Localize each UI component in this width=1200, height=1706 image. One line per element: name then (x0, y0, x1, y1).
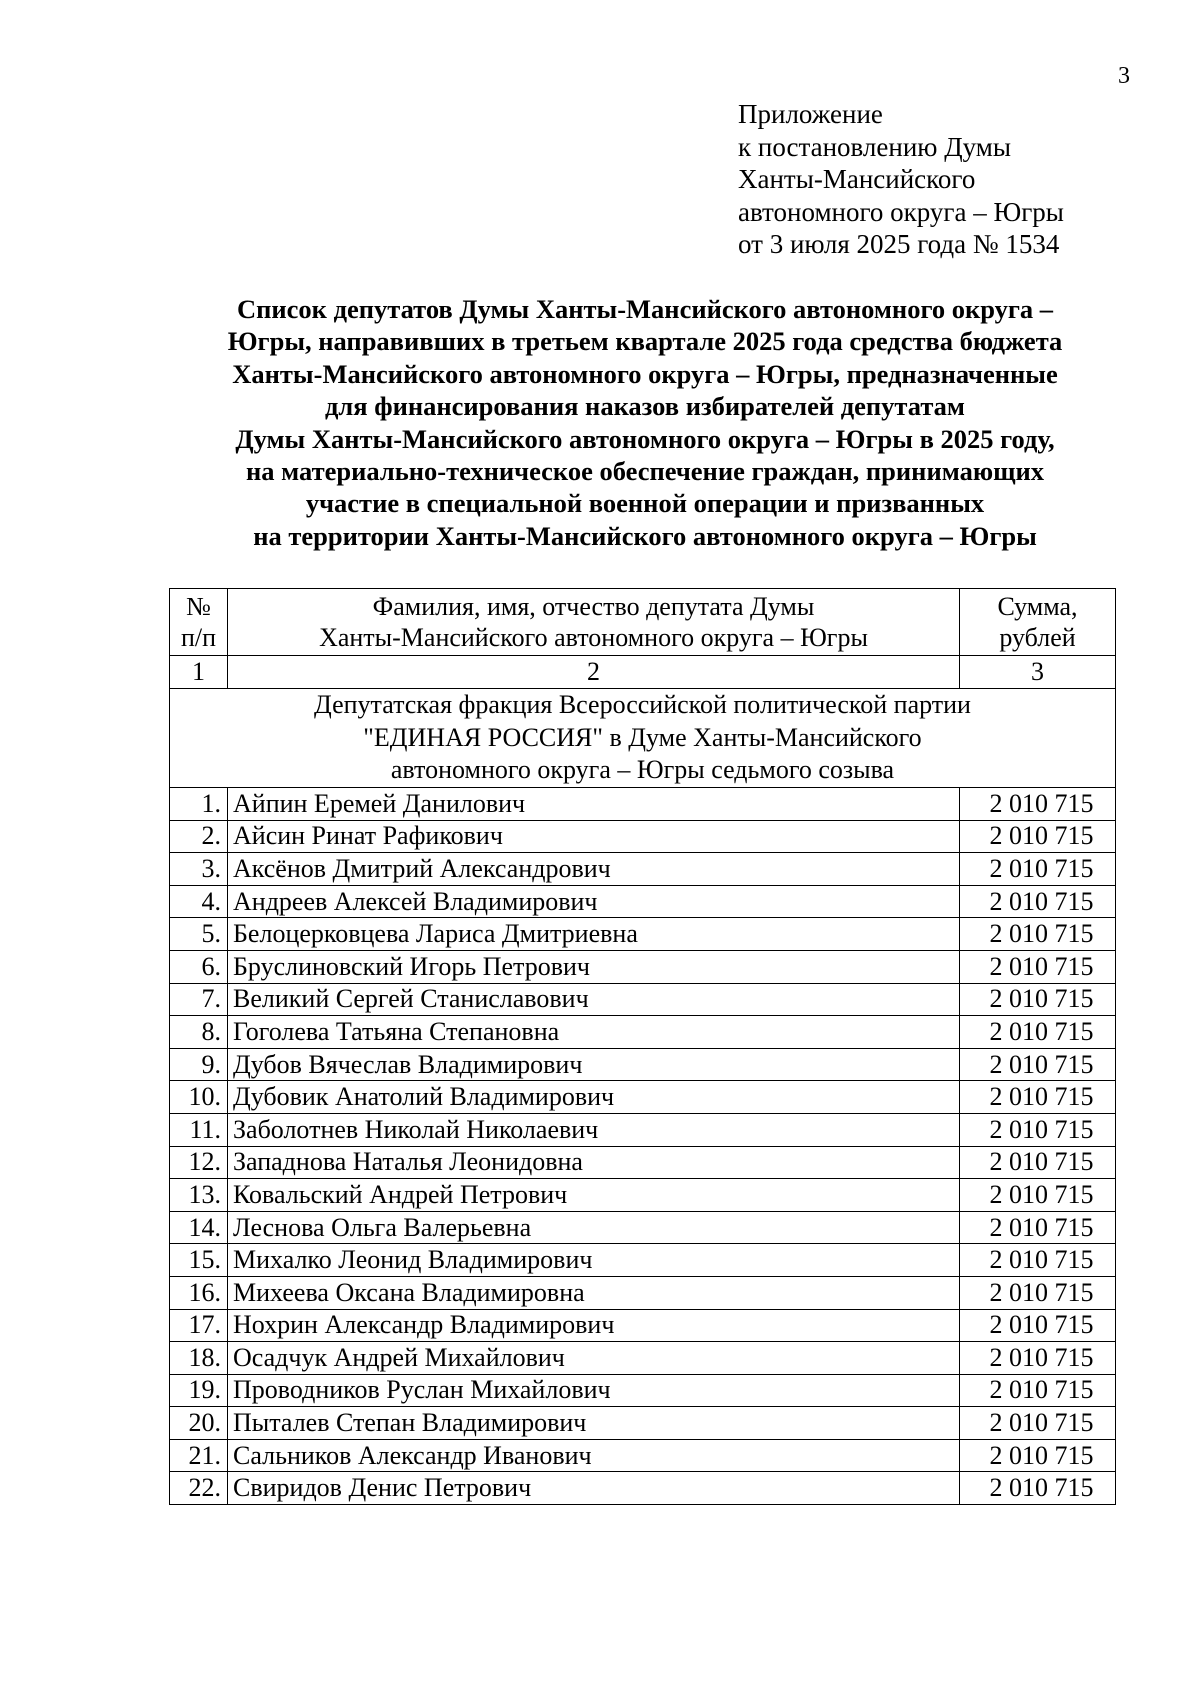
deputy-name: Западнова Наталья Леонидовна (228, 1146, 960, 1179)
deputy-name: Пыталев Степан Владимирович (228, 1407, 960, 1440)
table-row (170, 1146, 1116, 1179)
header-sum-line1: Сумма, (997, 592, 1078, 621)
row-number: 3. (170, 853, 228, 886)
appendix-line: Ханты-Мансийского (738, 164, 976, 194)
faction-line: "ЕДИНАЯ РОССИЯ" в Думе Ханты-Мансийского (363, 722, 922, 752)
title-line: для финансирования наказов избирателей депутатам (325, 391, 965, 422)
sum-amount: 2 010 715 (960, 1309, 1116, 1342)
appendix-line: Приложение (738, 99, 883, 129)
row-number: 1. (170, 788, 228, 821)
deputy-name: Проводников Руслан Михайлович (228, 1374, 960, 1407)
header-name (228, 589, 960, 656)
row-number: 17. (170, 1309, 228, 1342)
deputy-name: Михеева Оксана Владимировна (228, 1276, 960, 1309)
column-number: 3 (960, 656, 1116, 689)
table-row (170, 788, 1116, 821)
row-number: 14. (170, 1211, 228, 1244)
sum-amount: 2 010 715 (960, 1211, 1116, 1244)
table-row (170, 1374, 1116, 1407)
table-row (170, 1309, 1116, 1342)
deputy-name: Андреев Алексей Владимирович (228, 885, 960, 918)
title-line: на территории Ханты-Мансийского автономного округа – Югры (253, 520, 1037, 551)
deputy-name: Леснова Ольга Валерьевна (228, 1211, 960, 1244)
table-row (170, 918, 1116, 951)
table-row (170, 1179, 1116, 1212)
sum-amount: 2 010 715 (960, 950, 1116, 983)
sum-amount: 2 010 715 (960, 1407, 1116, 1440)
sum-amount: 2 010 715 (960, 1048, 1116, 1081)
column-numbers-row (170, 656, 1116, 689)
column-number: 2 (228, 656, 960, 689)
table-row (170, 1472, 1116, 1505)
document-title (150, 293, 1140, 552)
sum-amount: 2 010 715 (960, 820, 1116, 853)
row-number: 20. (170, 1407, 228, 1440)
table-row (170, 820, 1116, 853)
table-row (170, 885, 1116, 918)
header-number-line1: № (186, 592, 211, 621)
deputy-name: Белоцерковцева Лариса Дмитриевна (228, 918, 960, 951)
table-header-row (170, 589, 1116, 656)
row-number: 6. (170, 950, 228, 983)
row-number: 22. (170, 1472, 228, 1505)
deputy-name: Михалко Леонид Владимирович (228, 1244, 960, 1277)
row-number: 10. (170, 1081, 228, 1114)
deputy-name: Айпин Еремей Данилович (228, 788, 960, 821)
sum-amount: 2 010 715 (960, 1244, 1116, 1277)
table-row (170, 1211, 1116, 1244)
title-line: Ханты-Мансийского автономного округа – Югры, предназначенные (232, 358, 1058, 389)
title-line: Думы Ханты-Мансийского автономного округа – Югры в 2025 году, (235, 423, 1055, 454)
title-line: на материально-техническое обеспечение граждан, принимающих (246, 456, 1044, 487)
deputy-name: Ковальский Андрей Петрович (228, 1179, 960, 1212)
sum-amount: 2 010 715 (960, 1276, 1116, 1309)
row-number: 18. (170, 1342, 228, 1375)
appendix-line: от 3 июля 2025 года № 1534 (738, 229, 1060, 259)
column-number: 1 (170, 656, 228, 689)
faction-heading (170, 689, 1116, 788)
table-row (170, 1407, 1116, 1440)
appendix-line: к постановлению Думы (738, 131, 1011, 162)
table-row (170, 1081, 1116, 1114)
table-row (170, 1439, 1116, 1472)
deputy-name: Сальников Александр Иванович (228, 1439, 960, 1472)
header-sum-line2: рублей (999, 623, 1076, 652)
table-row (170, 1113, 1116, 1146)
row-number: 8. (170, 1016, 228, 1049)
row-number: 12. (170, 1146, 228, 1179)
title-line: Список депутатов Думы Ханты-Мансийского автономного округа – (236, 294, 1054, 324)
deputy-name: Осадчук Андрей Михайлович (228, 1342, 960, 1375)
header-name-line1: Фамилия, имя, отчество депутата Думы (372, 592, 815, 621)
row-number: 11. (170, 1113, 228, 1146)
faction-line: Депутатская фракция Всероссийской политической партии (314, 690, 971, 720)
header-sum (960, 589, 1116, 656)
table-row (170, 983, 1116, 1016)
deputy-name: Бруслиновский Игорь Петрович (228, 950, 960, 983)
header-name-line2: Ханты-Мансийского автономного округа – Югры (319, 623, 868, 652)
deputy-name: Дубов Вячеслав Владимирович (228, 1048, 960, 1081)
page-number: 3 (1118, 63, 1130, 89)
row-number: 7. (170, 983, 228, 1016)
sum-amount: 2 010 715 (960, 1146, 1116, 1179)
sum-amount: 2 010 715 (960, 918, 1116, 951)
deputy-name: Дубовик Анатолий Владимирович (228, 1081, 960, 1114)
sum-amount: 2 010 715 (960, 1081, 1116, 1114)
sum-amount: 2 010 715 (960, 1113, 1116, 1146)
faction-line: автономного округа – Югры седьмого созыва (390, 755, 895, 785)
title-line: участие в специальной военной операции и призванных (305, 488, 985, 519)
sum-amount: 2 010 715 (960, 1016, 1116, 1049)
sum-amount: 2 010 715 (960, 1179, 1116, 1212)
table-row (170, 1342, 1116, 1375)
deputy-name: Айсин Ринат Рафикович (228, 820, 960, 853)
table-row (170, 1244, 1116, 1277)
sum-amount: 2 010 715 (960, 1439, 1116, 1472)
faction-row (170, 689, 1116, 788)
row-number: 4. (170, 885, 228, 918)
table-row (170, 853, 1116, 886)
title-line: Югры, направивших в третьем квартале 2025 года средства бюджета (227, 326, 1063, 357)
deputy-name: Заболотнев Николай Николаевич (228, 1113, 960, 1146)
deputy-name: Нохрин Александр Владимирович (228, 1309, 960, 1342)
table-row (170, 1048, 1116, 1081)
deputy-name: Гоголева Татьяна Степановна (228, 1016, 960, 1049)
row-number: 19. (170, 1374, 228, 1407)
deputy-name: Великий Сергей Станиславович (228, 983, 960, 1016)
header-number (170, 589, 228, 656)
row-number: 16. (170, 1276, 228, 1309)
appendix-line: автономного округа – Югры (738, 196, 1064, 227)
appendix-block (738, 98, 1158, 261)
deputy-name: Аксёнов Дмитрий Александрович (228, 853, 960, 886)
row-number: 2. (170, 820, 228, 853)
table-row (170, 950, 1116, 983)
row-number: 9. (170, 1048, 228, 1081)
sum-amount: 2 010 715 (960, 1374, 1116, 1407)
deputies-table (169, 588, 1116, 1505)
sum-amount: 2 010 715 (960, 853, 1116, 886)
table-row (170, 1016, 1116, 1049)
sum-amount: 2 010 715 (960, 788, 1116, 821)
row-number: 13. (170, 1179, 228, 1212)
row-number: 15. (170, 1244, 228, 1277)
deputy-name: Свиридов Денис Петрович (228, 1472, 960, 1505)
sum-amount: 2 010 715 (960, 983, 1116, 1016)
sum-amount: 2 010 715 (960, 1342, 1116, 1375)
sum-amount: 2 010 715 (960, 1472, 1116, 1505)
sum-amount: 2 010 715 (960, 885, 1116, 918)
header-number-line2: п/п (180, 623, 217, 652)
table-row (170, 1276, 1116, 1309)
row-number: 21. (170, 1439, 228, 1472)
row-number: 5. (170, 918, 228, 951)
